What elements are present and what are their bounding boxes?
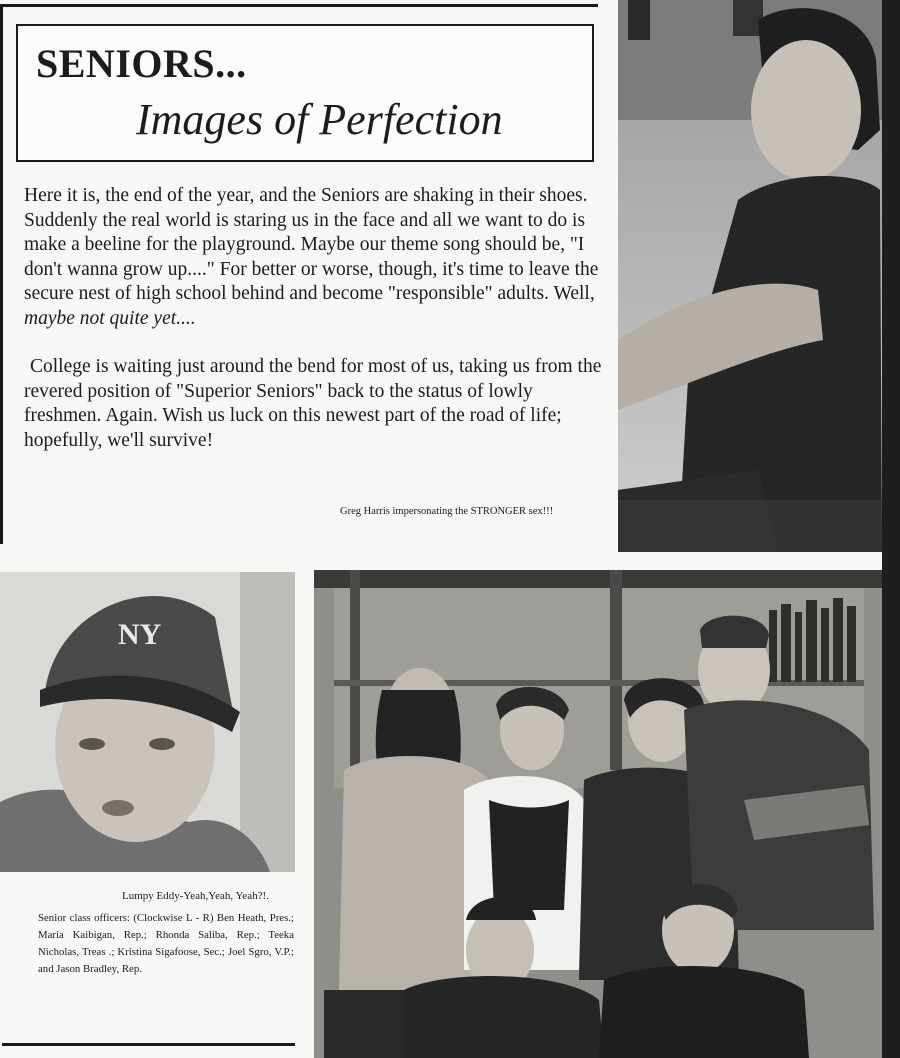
cap-logo: NY xyxy=(118,618,162,651)
caption-officers: Senior class officers: (Clockwise L - R) Ben Heath, Pres.; Maria Kaibigan, Rep.; Rhonda Saliba, Rep.; Teeka Nicholas, Treas .; Kristina Sigafoose, Sec.; Joel Sgro, V.P.; and Jason Bradley, Rep. xyxy=(38,912,294,975)
paragraph-1 xyxy=(24,184,608,331)
paragraph-2: College is waiting just around the bend for most of us, taking us from the revered position of "Superior Seniors" back to the status of lowly freshmen. Again. Wish us luck on this newest part of the road of life; hopefully, we'll survive! xyxy=(24,356,602,451)
photo-lumpy-eddy xyxy=(0,572,295,872)
left-rule xyxy=(0,4,3,544)
paragraph-1-main: Here it is, the end of the year, and the Seniors are shaking in their shoes. Suddenly the real world is staring us in the face and all we want to do is make a beeline for the playground. Maybe our theme song should be, "I don't wanna grow up...." For better or worse, though, it's time to leave the secure nest of high school behind and become "responsible" adults. Well, xyxy=(24,185,599,304)
intro-text xyxy=(24,184,608,477)
paragraph-1-italic: maybe not quite yet.... xyxy=(24,307,196,329)
page-subtitle: Images of Perfection xyxy=(136,95,503,144)
bottom-rule xyxy=(2,1043,295,1046)
title-box xyxy=(16,24,594,162)
top-rule xyxy=(2,4,598,7)
page-edge xyxy=(882,0,900,1058)
photo-senior-class-officers xyxy=(314,570,884,1058)
caption-eddy: Lumpy Eddy-Yeah,Yeah, Yeah?!. xyxy=(122,890,269,902)
caption-greg: Greg Harris impersonating the STRONGER sex!!! xyxy=(340,506,554,517)
page-title: SENIORS... xyxy=(36,41,247,86)
photo-greg-harris xyxy=(618,0,882,552)
